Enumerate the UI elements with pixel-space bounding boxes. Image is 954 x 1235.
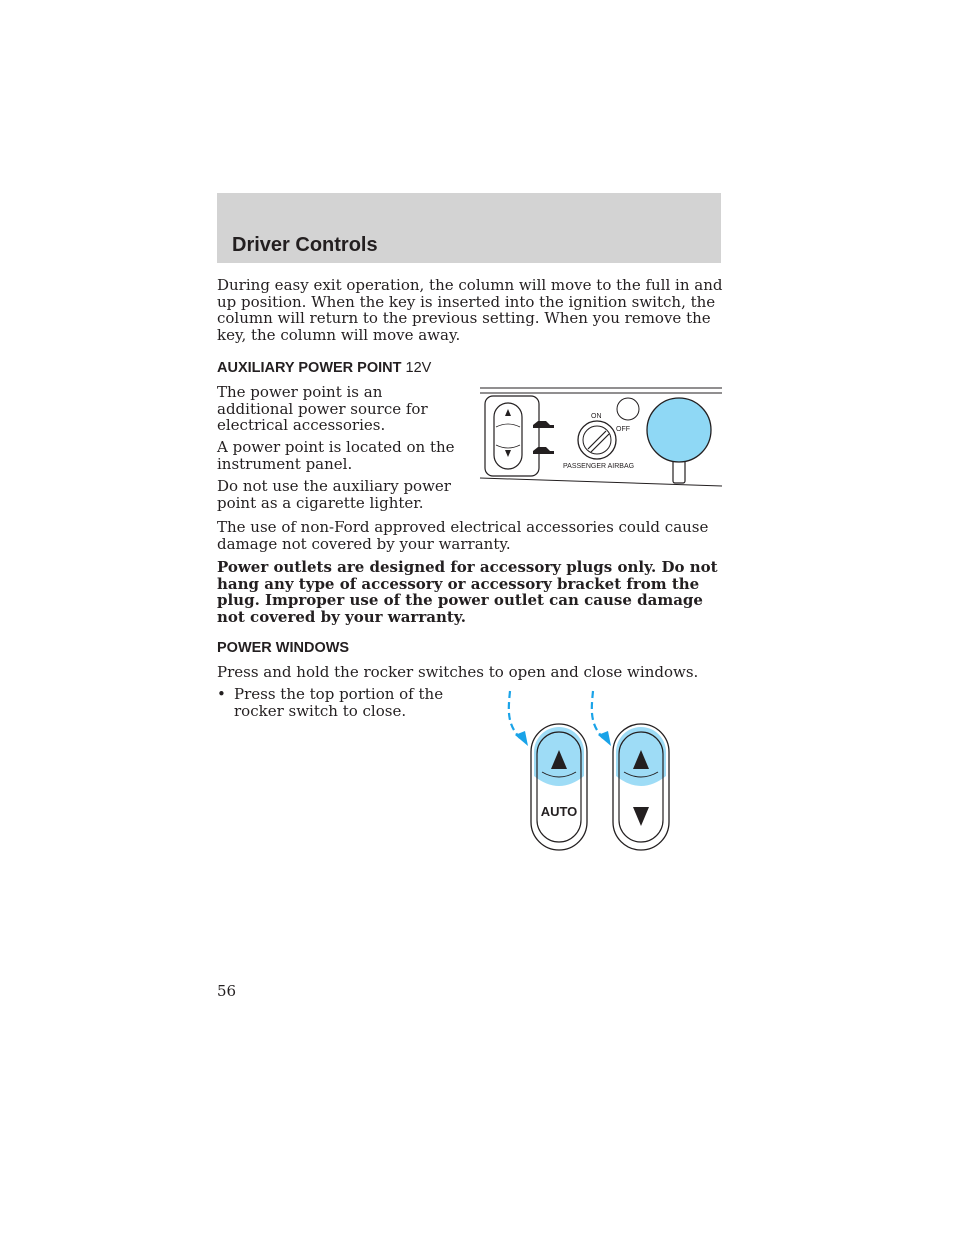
power-point-icon	[647, 398, 711, 483]
warranty-note: The use of non-Ford approved electrical accessories could cause damage not covered by your warranty.	[217, 518, 709, 553]
airbag-key-switch-icon	[578, 421, 616, 459]
press-arrow-right-icon	[592, 691, 611, 746]
page-number: 56	[217, 982, 237, 1000]
window-switch	[613, 724, 669, 850]
page-title: Driver Controls	[232, 234, 378, 256]
power-windows-bullet	[217, 686, 447, 719]
panel-bottom-edge	[480, 478, 722, 486]
rocker-switch-icon	[485, 396, 539, 476]
aux-power-heading-text: AUXILIARY POWER POINT	[217, 360, 402, 376]
airbag-label: PASSENGER AIRBAG	[563, 463, 635, 470]
press-arrow-left-icon	[509, 691, 528, 746]
instrument-panel-illustration	[478, 383, 724, 493]
auto-window-switch	[531, 724, 587, 850]
power-point-cap	[647, 398, 711, 462]
auto-label: AUTO	[540, 804, 578, 819]
aux-power-paragraph-1: The power point is an additional power source for electrical accessories.	[217, 383, 428, 434]
power-windows-heading: POWER WINDOWS	[217, 640, 350, 656]
window-switches-illustration	[500, 686, 680, 856]
power-windows-intro: Press and hold the rocker switches to open and close windows.	[217, 663, 699, 681]
bullet-text: Press the top portion of the rocker switch to close.	[234, 685, 444, 720]
bullet-dot: •	[217, 685, 226, 703]
header-band	[217, 193, 721, 263]
aux-power-heading-unit: 12V	[405, 360, 432, 376]
airbag-off-label: OFF	[616, 426, 630, 433]
aux-power-heading	[217, 360, 431, 377]
power-outlet-warning: Power outlets are designed for accessory plugs only. Do not hang any type of accessory or accessory bracket from the plug. Improper use of the power outlet can cause damage not covered by your warranty.	[217, 558, 718, 626]
aux-power-paragraph-2: A power point is located on the instrument panel.	[217, 438, 455, 473]
indicator-lamp-icon	[617, 398, 639, 420]
airbag-on-label: ON	[591, 413, 602, 420]
intro-paragraph: During easy exit operation, the column will move to the full in and up position. When the key is inserted into the ignition switch, the column will return to the previous setting. When you remove the key, the column will move away.	[217, 276, 723, 344]
aux-power-paragraph-3: Do not use the auxiliary power point as a cigarette lighter.	[217, 477, 451, 512]
